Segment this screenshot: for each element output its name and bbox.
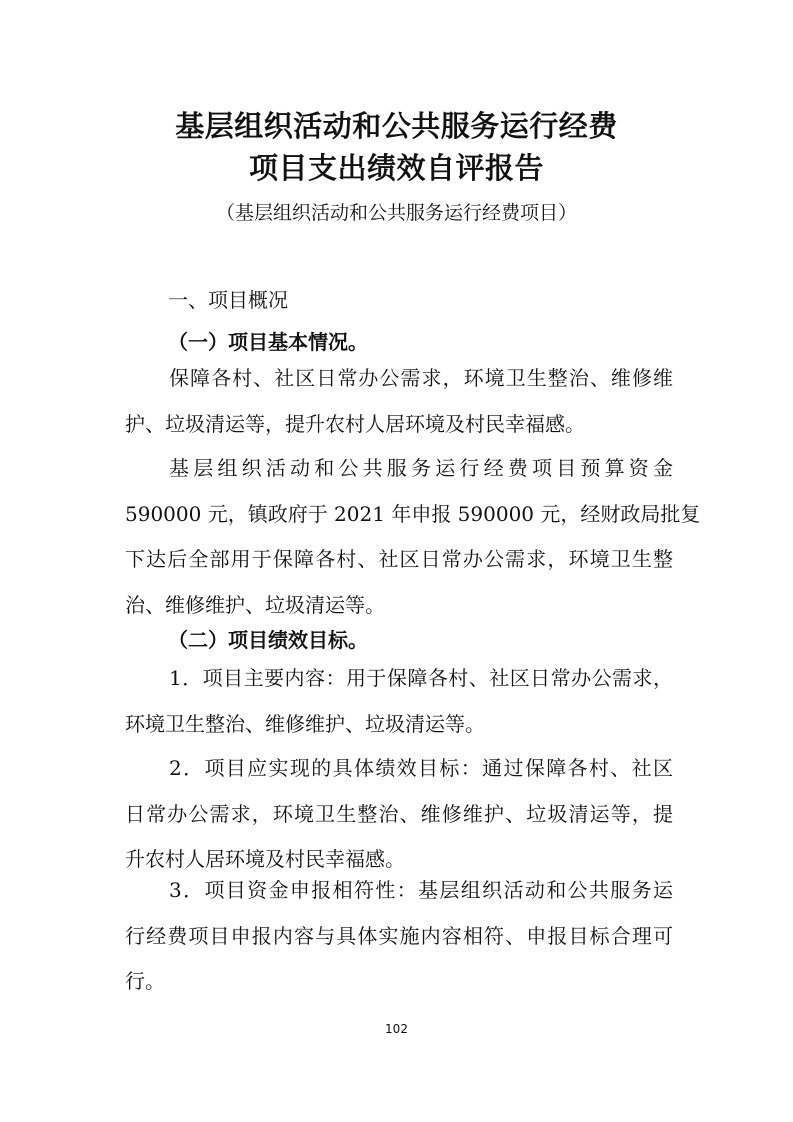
paragraph-line: 590000 元，镇政府于 2021 年申报 590000 元，经财政局批复: [125, 501, 701, 526]
subtitle: （基层组织活动和公共服务运行经费项目）: [215, 202, 577, 224]
paragraph-line: 3．项目资金申报相符性：基层组织活动和公共服务运: [169, 878, 673, 902]
paragraph-line: 保障各村、社区日常办公需求，环境卫生整治、维修维: [169, 366, 673, 390]
title-line-2: 项目支出绩效自评报告: [248, 151, 544, 185]
paragraph-line: 治、维修维护、垃圾清运等。: [125, 592, 385, 617]
paragraph-basic-2: [125, 446, 701, 628]
paragraph-line: 2．项目应实现的具体绩效目标：通过保障各村、社区: [169, 756, 673, 780]
title-line-1: 基层组织活动和公共服务运行经费: [175, 109, 618, 143]
paragraph-line: 升农村人居环境及村民幸福感。: [125, 847, 405, 871]
paragraph-basic-1: [125, 356, 673, 447]
paragraph-line: 环境卫生整治、维修维护、垃圾清运等。: [125, 711, 485, 736]
paragraph-line: 日常办公需求，环境卫生整治、维修维护、垃圾清运等，提: [125, 801, 673, 826]
paragraph-line: 行。: [125, 969, 165, 993]
subsection-heading-2: （二）项目绩效目标。: [168, 628, 368, 652]
section-heading-1: 一、项目概况: [168, 288, 288, 312]
paragraph-target-3: [125, 868, 673, 1005]
paragraph-target-2: [125, 746, 673, 883]
paragraph-target-1: [125, 656, 673, 747]
paragraph-line: 下达后全部用于保障各村、社区日常办公需求，环境卫生整: [125, 547, 673, 571]
paragraph-line: 护、垃圾清运等，提升农村人居环境及村民幸福感。: [125, 411, 585, 436]
subsection-heading-1: （一）项目基本情况。: [168, 330, 368, 354]
paragraph-line: 1．项目主要内容：用于保障各村、社区日常办公需求，: [169, 666, 673, 690]
paragraph-line: 行经费项目申报内容与具体实施内容相符、申报目标合理可: [125, 923, 673, 948]
page-number: 102: [385, 1022, 408, 1036]
paragraph-line: 基层组织活动和公共服务运行经费项目预算资金: [169, 456, 673, 480]
